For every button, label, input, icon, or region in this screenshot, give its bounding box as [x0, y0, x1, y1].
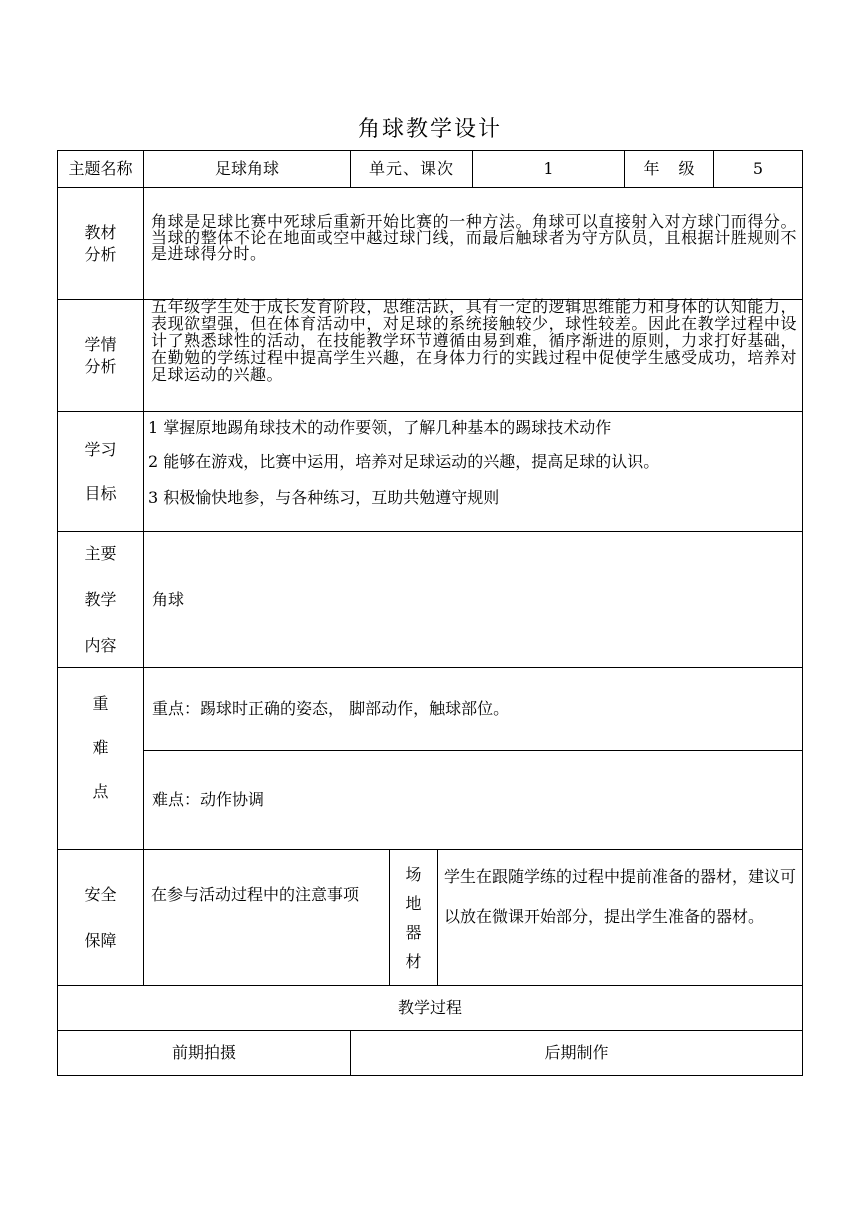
goal-item-1: 1 掌握原地踢角球技术的动作要领，了解几种基本的踢球技术动作 [148, 418, 612, 437]
topic-label: 主题名称 [68, 159, 133, 178]
process-col-shooting: 前期拍摄 [171, 1043, 236, 1063]
topic-value: 足球角球 [214, 159, 279, 179]
students-label: 学情 分析 [84, 334, 117, 376]
goal-item-3: 3 积极愉快地参，与各种练习，互助共勉遵守规则 [148, 488, 500, 507]
goals-list [148, 418, 800, 507]
process-header: 教学过程 [397, 998, 462, 1018]
difficulty-label: 重 难 点 [92, 694, 109, 801]
safety-text: 在参与活动过程中的注意事项 [151, 885, 360, 904]
venue-text: 学生在跟随学练的过程中提前准备的器材，建议可以放在微课开始部分，提出学生准备的器材。 [444, 867, 797, 926]
key-point: 重点：踢球时正确的姿态， 脚部动作，触球部位。 [152, 699, 510, 718]
unit-label: 单元、课次 [368, 159, 454, 179]
unit-value: 1 [543, 159, 554, 179]
content-text: 角球 [152, 590, 185, 609]
safety-label: 安全 保障 [84, 884, 117, 950]
content-label: 主要 教学 内容 [84, 543, 117, 655]
process-col-production: 后期制作 [544, 1043, 609, 1063]
goal-item-2: 2 能够在游戏，比赛中运用，培养对足球运动的兴趣，提高足球的认识。 [148, 452, 660, 471]
grade-value: 5 [752, 159, 764, 179]
hard-point: 难点：动作协调 [152, 790, 265, 809]
page-title: 角球教学设计 [357, 117, 502, 142]
venue-label: 场 地 器 材 [405, 864, 422, 971]
grade-label: 年 级 [643, 159, 695, 179]
material-label: 教材 分析 [84, 222, 117, 264]
material-text: 角球是足球比赛中死球后重新开始比赛的一种方法。角球可以直接射入对方球门而得分。当球的整体不论在地面或空中越过球门线，而最后触球者为守方队员，且根据计胜规则不是进球得分时。 [151, 212, 797, 263]
goals-label: 学习 目标 [84, 439, 117, 503]
students-text: 五年级学生处于成长发育阶段，思维活跃，具有一定的逻辑思维能力和身体的认知能力，表现欲望强，但在体育活动中，对足球的系统接触较少，球性较差。因此在教学过程中设计了熟悉球性的活动，在技能教学环节遵循由易到难，循序渐进的原则，力求打好基础，在勤勉的学练过程中提高学生兴趣，在身体力行的实践过程中促使学生感受成功，培养对足球运动的兴趣。 [151, 297, 797, 384]
